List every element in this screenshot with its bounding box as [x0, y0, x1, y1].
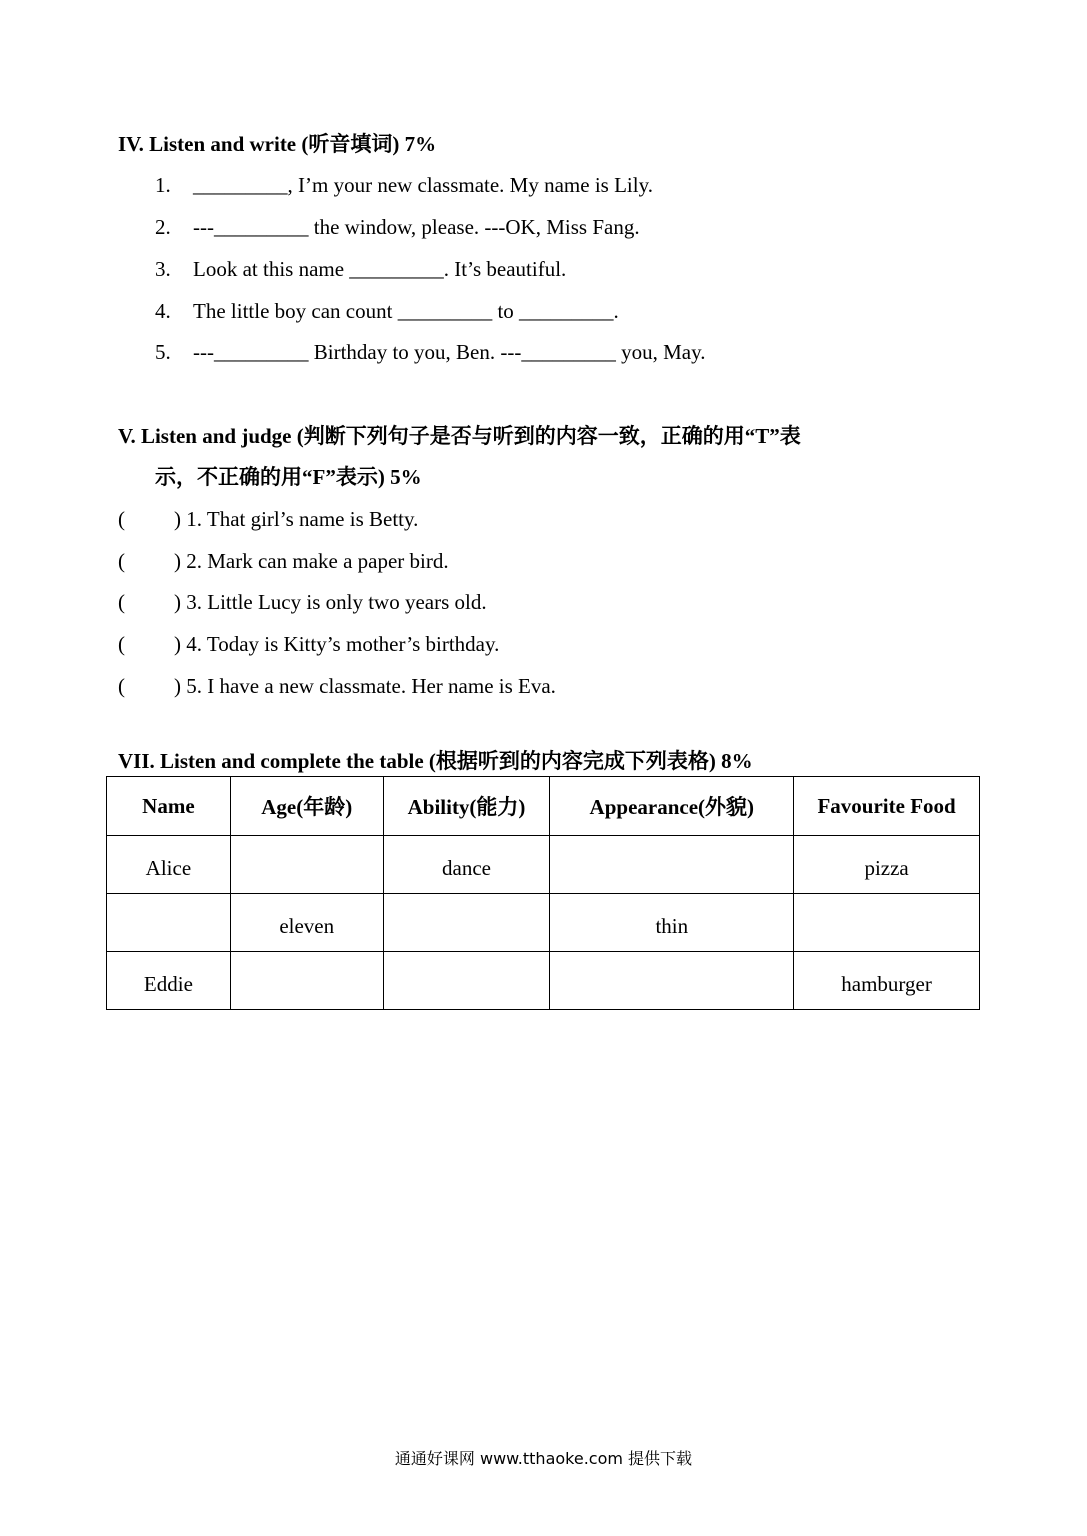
answer-paren: ( [118, 674, 125, 698]
table-cell [550, 952, 794, 1010]
table-cell: Eddie [107, 952, 231, 1010]
item-number: 1. [155, 173, 171, 197]
table-cell [383, 952, 550, 1010]
item-text: ) 5. I have a new classmate. Her name is Eva. [174, 674, 556, 698]
section-5-title-line2: 示，不正确的用“F”表示) 5% [155, 465, 422, 489]
header-age: Age(年龄) [230, 777, 383, 836]
header-ability: Ability(能力) [383, 777, 550, 836]
table-cell: hamburger [794, 952, 980, 1010]
item-text: ) 2. Mark can make a paper bird. [174, 549, 449, 573]
item-text: ) 3. Little Lucy is only two years old. [174, 590, 487, 614]
table-cell [383, 894, 550, 952]
answer-paren: ( [118, 590, 125, 614]
table-cell: pizza [794, 836, 980, 894]
section-7-title: VII. Listen and complete the table (根据听到的内容完成下列表格) 8% [118, 749, 753, 773]
section-5-title [118, 416, 978, 498]
item-text: _________, I’m your new classmate. My name is Lily. [193, 173, 653, 197]
table-cell: thin [550, 894, 794, 952]
table-row [107, 952, 980, 1010]
answer-paren: ( [118, 632, 125, 656]
answer-paren: ( [118, 507, 125, 531]
section-5-title-line1: V. Listen and judge (判断下列句子是否与听到的内容一致，正确的用“T”表 [118, 424, 801, 448]
answer-paren: ( [118, 549, 125, 573]
header-appearance: Appearance(外貌) [550, 777, 794, 836]
table-cell: eleven [230, 894, 383, 952]
header-favourite-food: Favourite Food [794, 777, 980, 836]
item-text: ) 1. That girl’s name is Betty. [174, 507, 419, 531]
item-number: 5. [155, 340, 171, 364]
item-number: 2. [155, 215, 171, 239]
table-header-row [107, 777, 980, 836]
table-cell: Alice [107, 836, 231, 894]
page-footer: 通通好课网 www.tthaoke.com 提供下载 [394, 1449, 693, 1468]
info-table [106, 776, 980, 1010]
table-cell [230, 952, 383, 1010]
item-text: The little boy can count _________ to _________. [193, 299, 619, 323]
header-name: Name [107, 777, 231, 836]
item-text: ---_________ Birthday to you, Ben. ---_________ you, May. [193, 340, 706, 364]
item-text: ---_________ the window, please. ---OK, Miss Fang. [193, 215, 640, 239]
item-number: 3. [155, 257, 171, 281]
item-text: ) 4. Today is Kitty’s mother’s birthday. [174, 632, 500, 656]
table-row [107, 836, 980, 894]
table-row [107, 894, 980, 952]
table-cell [794, 894, 980, 952]
item-text: Look at this name _________. It’s beautiful. [193, 257, 567, 281]
item-number: 4. [155, 299, 171, 323]
table-cell [230, 836, 383, 894]
table-cell: dance [383, 836, 550, 894]
table-cell [107, 894, 231, 952]
section-4-title: IV. Listen and write (听音填词) 7% [118, 132, 437, 156]
table-cell [550, 836, 794, 894]
